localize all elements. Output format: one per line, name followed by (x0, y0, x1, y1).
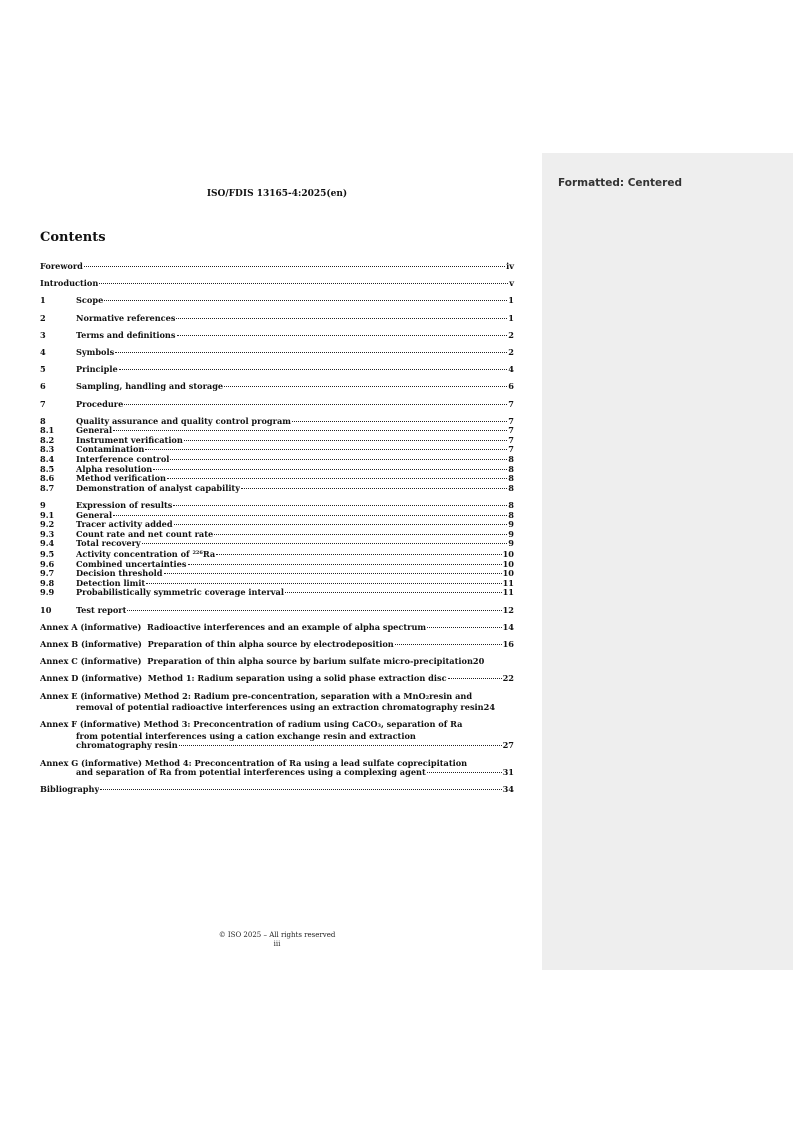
copyright-notice: © ISO 2025 – All rights reserved (218, 931, 336, 939)
toc-entry-annex-e[interactable]: Annex E (informative) Method 2: Radium pre-concentration, separation with a MnO $_2$ resin and removal of potential radioactive interferences using an extraction chromatography resin 24 (40, 690, 496, 713)
toc-entry-bibliography[interactable]: Bibliography 34 (40, 784, 514, 795)
toc-entry-8-5[interactable]: 8.5 Alpha resolution 8 (40, 463, 514, 474)
toc-entry-5[interactable]: 5 Principle 4 (40, 364, 514, 375)
toc-entry-8-4[interactable]: 8.4 Interference control 8 (40, 454, 514, 465)
toc-entry-9-1[interactable]: 9.1 General 8 (40, 509, 514, 520)
toc-entry-annex-g[interactable]: Annex G (informative) Method 4: Preconcentration of Ra using a lead sulfate coprecipitation and separation of Ra from potential interferences using a complexing agent 31 (40, 757, 514, 778)
document-id: ISO/FDIS 13165-4:2025(en) (206, 189, 348, 199)
toc-entry-8-6[interactable]: 8.6 Method verification 8 (40, 473, 514, 484)
toc-entry-annex-b[interactable]: Annex B (informative) Preparation of thin alpha source by electrodeposition 16 (40, 638, 514, 649)
comment-pane (542, 153, 793, 970)
toc-entry-2[interactable]: 2 Normative references 1 (40, 312, 514, 323)
toc-entry-8-7[interactable]: 8.7 Demonstration of analyst capability 8 (40, 482, 514, 493)
toc-entry-9-2[interactable]: 9.2 Tracer activity added 9 (40, 519, 514, 530)
toc-entry-annex-c[interactable]: Annex C (informative) Preparation of thin alpha source by barium sulfate micro-precipitation 20 (40, 656, 485, 667)
toc-entry-introduction[interactable]: Introduction v (40, 278, 514, 289)
toc-entry-8-2[interactable]: 8.2 Instrument verification 7 (40, 434, 514, 445)
table-of-contents (40, 262, 514, 795)
toc-entry-10[interactable]: 10 Test report 12 (40, 604, 514, 615)
toc-entry-9-5[interactable]: 9.5 Activity concentration of $^{226}$Ra 10 (40, 549, 514, 559)
toc-entry-9-3[interactable]: 9.3 Count rate and net count rate 9 (40, 528, 514, 539)
page-footer (40, 931, 514, 949)
toc-entry-4[interactable]: 4 Symbols 2 (40, 346, 514, 357)
comment-label: Formatted: Centered (558, 177, 682, 189)
toc-entry-6[interactable]: 6 Sampling, handling and storage 6 (40, 381, 514, 392)
toc-entry-annex-a[interactable]: Annex A (informative) Radioactive interferences and an example of alpha spectrum 14 (40, 621, 514, 632)
toc-entry-8-1[interactable]: 8.1 General 7 (40, 425, 514, 436)
toc-entry-1[interactable]: 1 Scope 1 (40, 295, 514, 306)
toc-entry-9[interactable]: 9 Expression of results 8 (40, 500, 514, 511)
page-number: iii (273, 940, 281, 948)
toc-entry-8[interactable]: 8 Quality assurance and quality control program 7 (40, 415, 514, 426)
toc-entry-8-3[interactable]: 8.3 Contamination 7 (40, 444, 514, 455)
contents-heading: Contents (40, 230, 106, 245)
toc-entry-9-6[interactable]: 9.6 Combined uncertainties 10 (40, 558, 514, 569)
toc-entry-9-8[interactable]: 9.8 Detection limit 11 (40, 577, 514, 588)
toc-entry-3[interactable]: 3 Terms and definitions 2 (40, 329, 514, 340)
toc-entry-annex-d[interactable]: Annex D (informative) Method 1: Radium separation using a solid phase extraction disc 22 (40, 673, 514, 684)
toc-entry-9-9[interactable]: 9.9 Probabilistically symmetric coverage interval 11 (40, 587, 514, 598)
toc-entry-7[interactable]: 7 Procedure 7 (40, 398, 514, 409)
toc-entry-9-7[interactable]: 9.7 Decision threshold 10 (40, 568, 514, 579)
toc-entry-foreword[interactable]: Foreword iv (40, 261, 514, 271)
toc-entry-annex-f[interactable]: Annex F (informative) Method 3: Preconcentration of radium using CaCO $_3$ , separation of Ra from potential interferences using a cation exchange resin and extraction chromatography resin 27 (40, 719, 514, 751)
toc-entry-9-4[interactable]: 9.4 Total recovery 9 (40, 538, 514, 549)
